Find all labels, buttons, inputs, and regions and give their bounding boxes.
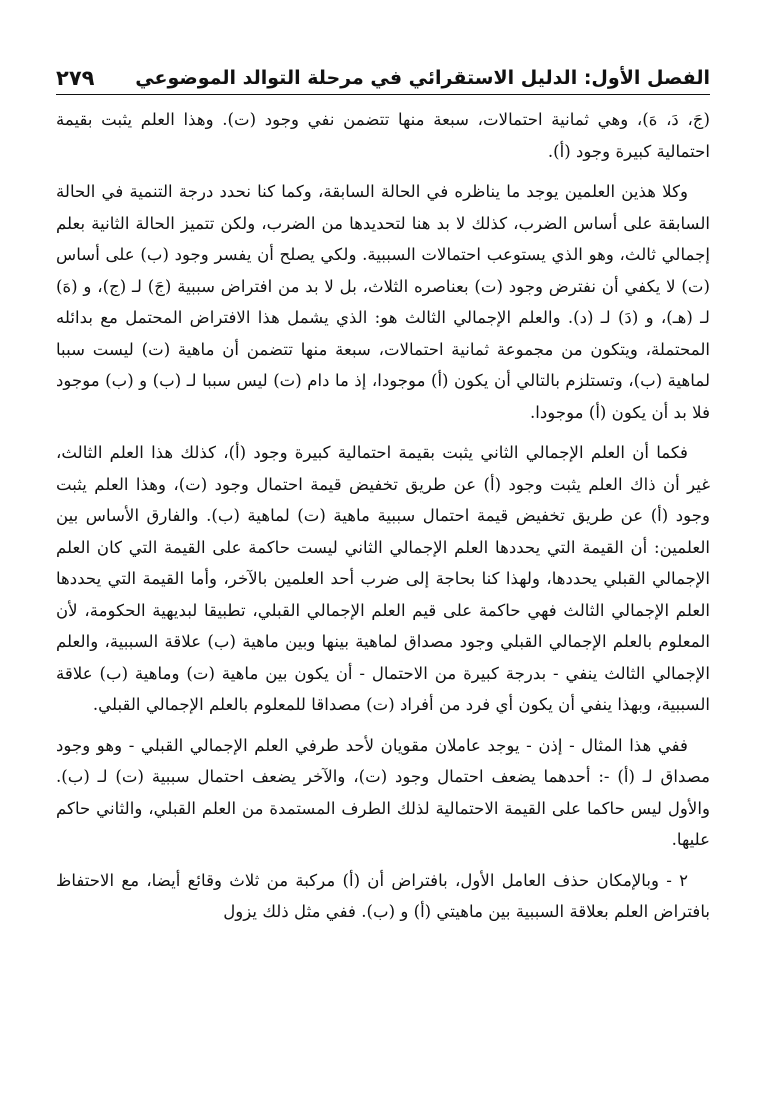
body-text	[56, 104, 710, 937]
header-rule	[56, 94, 710, 95]
paragraph-4: ففي هذا المثال - إذن - يوجد عاملان مقويان لأحد طرفي العلم الإجمالي القبلي - وهو وجود مصداق لـ (أ) -: أحدهما يضعف احتمال وجود (ت)، والآخر يضعف احتمال سببية (ت) لـ (ب). والأول ليس حاكما على القيمة الاحتمالية لذلك الطرف المستمدة من العلم القبلي، والثاني حاكم عليها.	[56, 735, 710, 849]
page-number: ٢٧٩	[56, 66, 95, 90]
paragraph-1: (جَ، دَ، هَ)، وهي ثمانية احتمالات، سبعة منها تتضمن نفي وجود (ت). وهذا العلم يثبت بقيمة احتمالية كبيرة وجود (أ).	[56, 110, 710, 161]
paragraph-2: وكلا هذين العلمين يوجد ما يناظره في الحالة السابقة، وكما كنا نحدد درجة التنمية في الحالة السابقة على أساس الضرب، كذلك لا بد هنا لتحديدها من الضرب، ولكن تتميز الحالة الثانية بعلم إجمالي ثالث، وهو الذي يستوعب احتمالات السببية. ولكي يصلح أن يفسر وجود (ب) على أساس (ت) لا يكفي أن نفترض وجود (ت) بعناصره الثلاث، بل لا بد من افتراض سببية (جَ) لـ (ج)، و (هَ) لـ (هـ)، و (دَ) لـ (د). والعلم الإجمالي الثالث هو: الذي يشمل هذا الافتراض المحتمل مع بدائله المحتملة، ويتكون من مجموعة ثمانية احتمالات، سبعة منها تتضمن أن ماهية (ت) ليست سببا لماهية (ب)، وتستلزم بالتالي أن يكون (أ) موجودا، إذ ما دام (ت) ليس سببا لـ (ب) و (ب) موجود فلا بد أن يكون (أ) موجودا.	[56, 182, 710, 422]
running-title: الفصل الأول: الدليل الاستقرائي في مرحلة التوالد الموضوعي	[135, 67, 710, 89]
paragraph-3: فكما أن العلم الإجمالي الثاني يثبت بقيمة احتمالية كبيرة وجود (أ)، كذلك هذا العلم الثالث، غير أن ذاك العلم يثبت وجود (أ) عن طريق تخفيض قيمة احتمال وجود (ت)، وهذا العلم يثبت وجود (أ) عن طريق تخفيض قيمة احتمال سببية ماهية (ت) لماهية (ب). والفارق الأساس بين العلمين: أن القيمة التي يحددها العلم الإجمالي الثاني ليست حاكمة على القيمة التي كان العلم الإجمالي القبلي يحددها، ولهذا كنا بحاجة إلى ضرب أحد العلمين بالآخر، وأما القيمة التي يحددها العلم الإجمالي الثالث فهي حاكمة على قيم العلم الإجمالي القبلي، تطبيقا لبديهية الحكومة، لأن المعلوم بالعلم الإجمالي القبلي وجود مصداق لماهية بينها وبين ماهية (ب) علاقة السببية، والعلم الإجمالي الثالث ينفي - بدرجة كبيرة من الاحتمال - أن يكون بين ماهية (ت) وماهية (ب) علاقة السببية، وبهذا ينفي أن يكون أي فرد من أفراد (ت) مصداقا للمعلوم بالعلم الإجمالي القبلي.	[56, 443, 710, 714]
paragraph-5: ٢ - وبالإمكان حذف العامل الأول، بافتراض أن (أ) مركبة من ثلاث وقائع أيضا، مع الاحتفاظ بافتراض العلم بعلاقة السببية بين ماهيتي (أ) و (ب). ففي مثل ذلك يزول	[56, 870, 710, 921]
page-header	[56, 52, 710, 92]
